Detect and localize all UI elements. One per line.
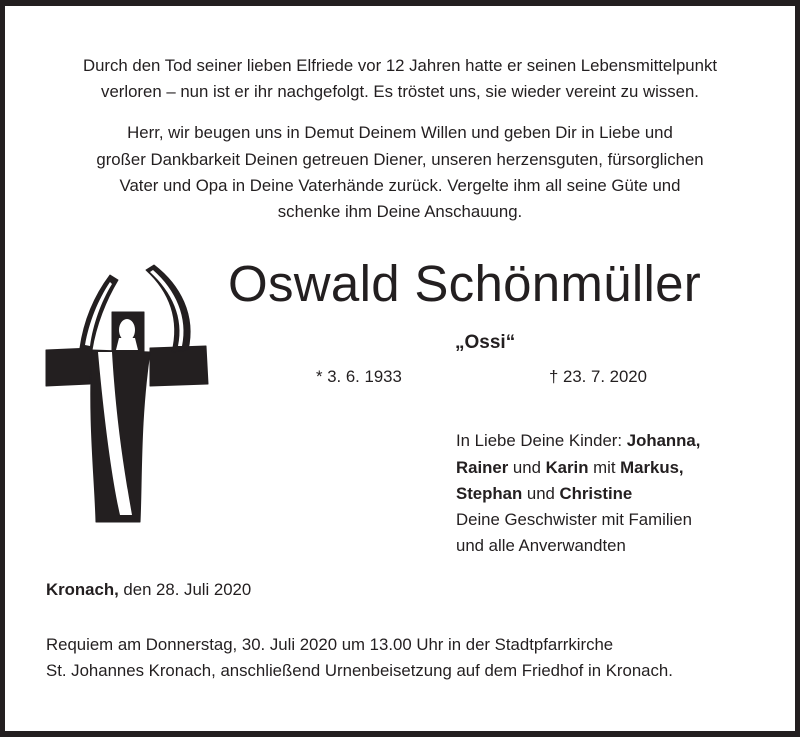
prayer-line-2: großer Dankbarkeit Deinen getreuen Diener, unseren herzensguten, fürsorglichen [96, 150, 704, 169]
family-text: In Liebe Deine Kinder: [456, 431, 627, 450]
prayer-line-1: Herr, wir beugen uns in Demut Deinem Willen und geben Dir in Liebe und [127, 123, 673, 142]
family-text: und [508, 458, 546, 477]
birth-date: * 3. 6. 1933 [316, 367, 402, 386]
nickname: „Ossi“ [455, 332, 516, 353]
prayer-line-3: Vater und Opa in Deine Vaterhände zurück. Vergelte ihm all seine Güte und [119, 176, 681, 195]
family-text: und [522, 484, 560, 503]
family-name: Karin [545, 458, 589, 477]
deceased-name: Oswald Schönmüller [228, 255, 702, 312]
family-name: Rainer [456, 458, 509, 477]
family-name: Markus, [620, 458, 684, 477]
death-date: † 23. 7. 2020 [549, 367, 647, 386]
intro-line-1: Durch den Tod seiner lieben Elfriede vor 12 Jahren hatte er seinen Lebensmittelpunkt [82, 56, 718, 75]
family-name: Stephan [456, 484, 523, 503]
family-line-1 [456, 428, 700, 454]
intro-line-2: verloren – nun ist er ihr nachgefolgt. Es tröstet uns, sie wieder vereint zu wissen. [101, 82, 699, 101]
date: den 28. Juli 2020 [118, 580, 252, 599]
family-name: Johanna, [626, 431, 701, 450]
family-text: mit [588, 458, 621, 477]
prayer-line-4: schenke ihm Deine Anschauung. [277, 202, 523, 221]
family-name: Christine [559, 484, 633, 503]
place-date [46, 577, 251, 603]
family-line-2 [456, 455, 684, 481]
family-line-5: und alle Anverwandten [456, 536, 626, 555]
requiem-line-2: St. Johannes Kronach, anschließend Urnenbeisetzung auf dem Friedhof in Kronach. [46, 661, 673, 680]
family-line-4: Deine Geschwister mit Familien [456, 510, 692, 529]
requiem-line-1: Requiem am Donnerstag, 30. Juli 2020 um 13.00 Uhr in der Stadtpfarrkirche [46, 635, 614, 654]
family-line-3 [456, 481, 632, 507]
place: Kronach, [46, 580, 119, 599]
